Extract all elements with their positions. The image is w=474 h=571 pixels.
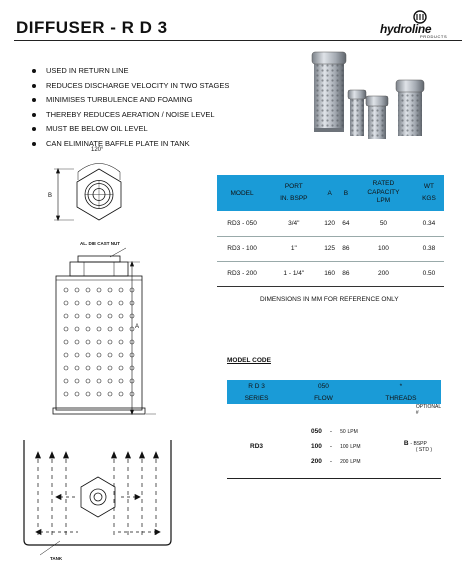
diffuser-wide [396, 80, 424, 136]
flow-value: 100 [340, 444, 349, 451]
thread-name: - BSPP [410, 441, 427, 448]
cell-a: 120 [320, 211, 338, 236]
options-row [227, 416, 441, 478]
body-perforations [64, 288, 134, 396]
code-thread: * [361, 380, 441, 392]
top-view-hex [77, 169, 121, 220]
feature-item: CAN ELIMINATE BAFFLE PLATE IN TANK [32, 137, 229, 152]
col-b: B [339, 175, 353, 211]
cell-model: RD3 - 100 [217, 236, 267, 261]
col-lpm: LPM [376, 197, 391, 205]
cell-capacity: 50 [353, 211, 414, 236]
thread-std: ( STD ) [415, 447, 432, 454]
cell-b: 64 [339, 211, 353, 236]
table-row [217, 211, 444, 236]
tank-outline [24, 440, 171, 545]
cell-wt: 0.50 [414, 261, 444, 286]
diffuser-medium [366, 96, 388, 139]
cell-b: 86 [339, 236, 353, 261]
cell-capacity: 200 [353, 261, 414, 286]
cell-port: 3/4" [267, 211, 320, 236]
cell-a: 160 [320, 261, 338, 286]
cell-model: RD3 - 200 [217, 261, 267, 286]
page-title: DIFFUSER - R D 3 [16, 18, 168, 37]
cell-wt: 0.38 [414, 236, 444, 261]
spec-table [217, 175, 444, 287]
thread-option [361, 416, 441, 478]
flow-code: 100 [311, 443, 322, 451]
cell-model: RD3 - 050 [217, 211, 267, 236]
cell-port: 1 - 1/4" [267, 261, 320, 286]
cell-capacity: 100 [353, 236, 414, 261]
product-photo [300, 48, 460, 148]
flow-arrows [36, 452, 161, 535]
feature-item: THEREBY REDUCES AERATION / NOISE LEVEL [32, 108, 229, 123]
cell-a: 125 [320, 236, 338, 261]
diffuser-large [312, 52, 346, 132]
col-a: A [320, 175, 338, 211]
feature-item: USED IN RETURN LINE [32, 64, 229, 79]
header-divider [14, 40, 462, 41]
thread-code: B [403, 440, 409, 448]
optional-row [227, 404, 441, 416]
flow-unit: LPM [350, 444, 361, 451]
flow-options [286, 416, 361, 478]
header-row [227, 392, 441, 404]
brand-logo [380, 14, 464, 40]
col-rated: RATED [372, 179, 395, 187]
col-capacity [353, 175, 414, 211]
angle-label: 120° [91, 147, 104, 153]
feature-list [32, 64, 229, 152]
feature-item: REDUCES DISCHARGE VELOCITY IN TWO STAGES [32, 79, 229, 94]
side-view-nut [70, 248, 128, 276]
technical-drawing [0, 140, 230, 571]
diffuser-small [348, 90, 366, 136]
cell-b: 86 [339, 261, 353, 286]
side-view-body [53, 276, 145, 414]
col-port-unit: IN. BSPP [280, 195, 308, 202]
flow-option: 100 - 100 LPM [311, 443, 361, 451]
spec-header-row [217, 175, 444, 211]
optional-label: OPTIONAL # [415, 404, 441, 416]
logo-text: hydroline [380, 22, 432, 36]
code-row [227, 380, 441, 392]
flow-code: 200 [311, 458, 322, 466]
code-flow: 050 [286, 380, 361, 392]
col-kgs: KGS [422, 195, 436, 202]
feature-item: MINIMISES TURBULENCE AND FOAMING [32, 93, 229, 108]
table-row [217, 261, 444, 286]
logo-subtext: PRODUCTS [420, 34, 448, 39]
tank-label: TANK [50, 556, 63, 561]
col-port [267, 175, 320, 211]
col-capacity-label: CAPACITY [367, 188, 400, 196]
header-flow: FLOW [286, 392, 361, 404]
dimensions-note: DIMENSIONS IN MM FOR REFERENCE ONLY [260, 296, 399, 303]
cell-port: 1" [267, 236, 320, 261]
dim-b-label: B [48, 193, 53, 199]
nut-label: AL. DIE CAST NUT [80, 241, 120, 246]
col-wt [414, 175, 444, 211]
header-series: SERIES [227, 392, 286, 404]
flow-code: 050 [311, 428, 322, 436]
model-code-table [227, 380, 441, 479]
table-bottom-rule [227, 478, 441, 479]
flow-unit: LPM [347, 429, 358, 436]
col-port-label: PORT [284, 183, 303, 191]
flow-option: 050 - 50 LPM [311, 428, 358, 436]
code-series: R D 3 [227, 380, 286, 392]
col-wt-label: WT [423, 183, 435, 191]
series-value: RD3 [250, 443, 264, 451]
flow-value: 200 [340, 459, 349, 466]
cell-wt: 0.34 [414, 211, 444, 236]
model-code-title: MODEL CODE [227, 357, 271, 364]
header-threads: THREADS [361, 392, 441, 404]
dim-a-label: A [135, 324, 140, 330]
table-row [217, 236, 444, 261]
feature-item: MUST BE BELOW OIL LEVEL [32, 122, 229, 137]
flow-value: 50 [340, 429, 346, 436]
flow-unit: LPM [350, 459, 361, 466]
col-model: MODEL [217, 175, 267, 211]
flow-option: 200 - 200 LPM [311, 458, 361, 466]
